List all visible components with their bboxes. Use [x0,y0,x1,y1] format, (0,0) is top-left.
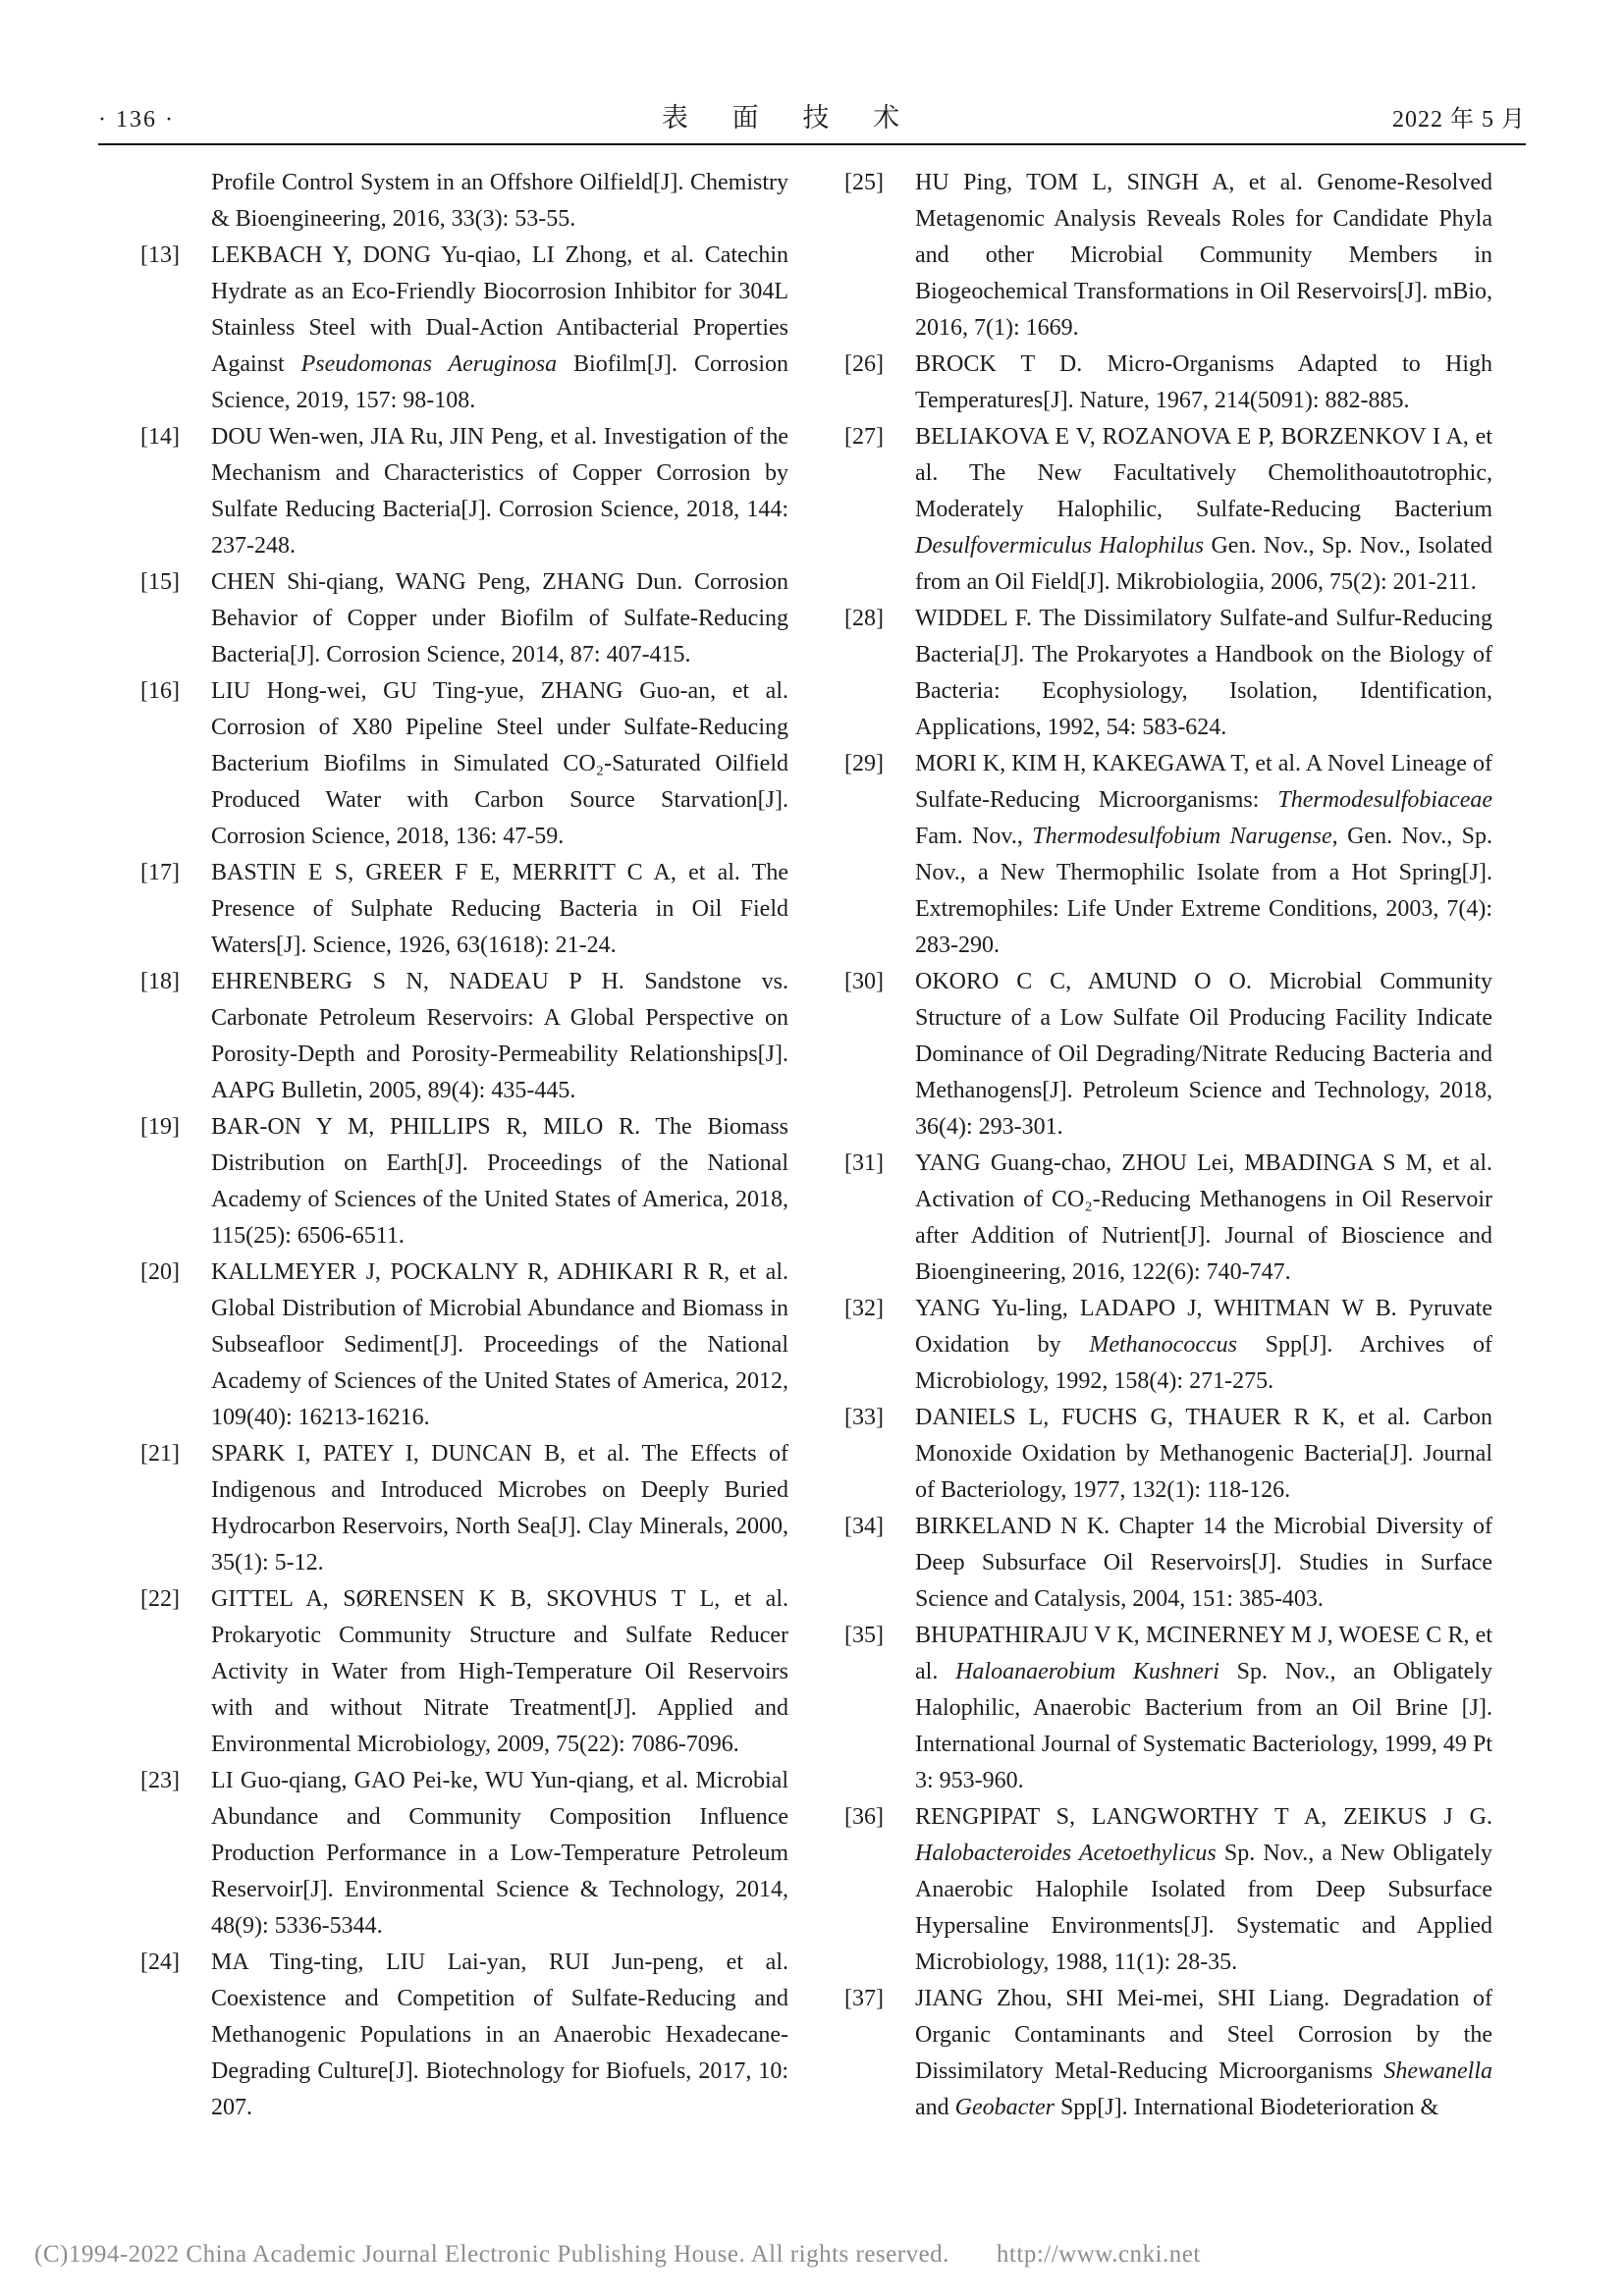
reference-number: [22] [140,1586,180,1612]
reference-text: SPARK I, PATEY I, DUNCAN B, et al. The Effects of Indigenous and Introduced Microbes on Deeply Buried Hydrocarbon Reservoirs, North Sea[J]. Clay Minerals, 2000, 35(1): 5-12. [211,1441,788,1575]
reference-entry [140,964,788,1109]
reference-entry [140,1436,788,1581]
references-section [140,165,1492,2126]
reference-entry [140,1109,788,1255]
reference-text: HU Ping, TOM L, SINGH A, et al. Genome-Resolved Metagenomic Analysis Reveals Roles for Candidate Phyla and other Microbial Community Members in Biogeochemical Transformations in Oil Reservoirs[J]. mBio, 2016, 7(1): 1669. [915,170,1492,341]
reference-text: BIRKELAND N K. Chapter 14 the Microbial Diversity of Deep Subsurface Oil Reservoirs[J]. Studies in Surface Science and Catalysis, 2004, 151: 385-403. [915,1514,1492,1612]
reference-text: LEKBACH Y, DONG Yu-qiao, LI Zhong, et al. Catechin Hydrate as an Eco-Friendly Biocorrosion Inhibitor for 304L Stainless Steel with Dual-Action Antibacterial Properties Against Pseudomonas Aeruginosa Biofilm[J]. Corrosion Science, 2019, 157: 98-108. [211,242,788,413]
reference-text: MA Ting-ting, LIU Lai-yan, RUI Jun-peng, et al. Coexistence and Competition of Sulfate-Reducing and Methanogenic Populations in an Anaerobic Hexadecane-Degrading Culture[J]. Biotechnology for Biofuels, 2017, 10: 207. [211,1949,788,2120]
reference-entry [140,1255,788,1436]
reference-number: [33] [844,1405,884,1430]
reference-text: GITTEL A, SØRENSEN K B, SKOVHUS T L, et al. Prokaryotic Community Structure and Sulfate Reducer Activity in Water from High-Temperature Oil Reservoirs with and without Nitrate Treatment[J]. Applied and Environmental Microbiology, 2009, 75(22): 7086-7096. [211,1586,788,1757]
page-footer [34,2241,1201,2269]
reference-entry [844,419,1492,601]
reference-number: [14] [140,424,180,450]
reference-number: [36] [844,1804,884,1830]
reference-entry [844,1618,1492,1799]
reference-entry [140,419,788,564]
reference-text: RENGPIPAT S, LANGWORTHY T A, ZEIKUS J G. Halobacteroides Acetoethylicus Sp. Nov., a New Obligately Anaerobic Halophile Isolated from Deep Subsurface Hypersaline Environments[J]. Systematic and Applied Microbiology, 1988, 11(1): 28-35. [915,1804,1492,1975]
reference-text: BELIAKOVA E V, ROZANOVA E P, BORZENKOV I A, et al. The New Facultatively Chemolithoautotrophic, Moderately Halophilic, Sulfate-Reducing Bacterium Desulfovermiculus Halophilus Gen. Nov., Sp. Nov., Isolated from an Oil Field[J]. Mikrobiologiia, 2006, 75(2): 201-211. [915,424,1492,595]
reference-text: EHRENBERG S N, NADEAU P H. Sandstone vs. Carbonate Petroleum Reservoirs: A Global Perspective on Porosity-Depth and Porosity-Permeability Relationships[J]. AAPG Bulletin, 2005, 89(4): 435-445. [211,969,788,1103]
reference-entry [140,564,788,673]
reference-text: MORI K, KIM H, KAKEGAWA T, et al. A Novel Lineage of Sulfate-Reducing Microorganisms: Thermodesulfobiaceae Fam. Nov., Thermodesulfobium Narugense, Gen. Nov., Sp. Nov., a New Thermophilic Isolate from a Hot Spring[J]. Extremophiles: Life Under Extreme Conditions, 2003, 7(4): 283-290. [915,751,1492,958]
reference-number: [25] [844,170,884,195]
reference-text: BAR-ON Y M, PHILLIPS R, MILO R. The Biomass Distribution on Earth[J]. Proceedings of the National Academy of Sciences of the United States of America, 2018, 115(25): 6506-6511. [211,1114,788,1249]
reference-number: [28] [844,606,884,631]
reference-entry [140,165,788,238]
reference-number: [29] [844,751,884,776]
reference-entry [844,746,1492,964]
reference-number: [15] [140,569,180,595]
reference-text: BASTIN E S, GREER F E, MERRITT C A, et al. The Presence of Sulphate Reducing Bacteria in Oil Field Waters[J]. Science, 1926, 63(1618): 21-24. [211,860,788,958]
reference-number: [18] [140,969,180,994]
references-column-right [844,165,1492,2126]
reference-text: BROCK T D. Micro-Organisms Adapted to High Temperatures[J]. Nature, 1967, 214(5091): 882-885. [915,351,1492,413]
reference-text: DANIELS L, FUCHS G, THAUER R K, et al. Carbon Monoxide Oxidation by Methanogenic Bacteria[J]. Journal of Bacteriology, 1977, 132(1): 118-126. [915,1405,1492,1503]
cnki-url: http://www.cnki.net [996,2241,1201,2268]
reference-entry [140,238,788,419]
reference-text: YANG Yu-ling, LADAPO J, WHITMAN W B. Pyruvate Oxidation by Methanococcus Spp[J]. Archives of Microbiology, 1992, 158(4): 271-275. [915,1296,1492,1394]
reference-number: [35] [844,1623,884,1648]
issue-date: 2022 年 5 月 [1391,107,1526,133]
reference-number: [34] [844,1514,884,1539]
reference-number: [24] [140,1949,180,1975]
reference-number: [21] [140,1441,180,1467]
reference-text: KALLMEYER J, POCKALNY R, ADHIKARI R R, et al. Global Distribution of Microbial Abundance and Biomass in Subseafloor Sediment[J]. Proceedings of the National Academy of Sciences of the United States of America, 2012, 109(40): 16213-16216. [211,1259,788,1430]
page-number: · 136 · [98,107,175,133]
reference-text: LIU Hong-wei, GU Ting-yue, ZHANG Guo-an, et al. Corrosion of X80 Pipeline Steel under Sulfate-Reducing Bacterium Biofilms in Simulated CO₂-Saturated Oilfield Produced Water with Carbon Source Starvation[J]. Corrosion Science, 2018, 136: 47-59. [211,678,788,849]
reference-number: [20] [140,1259,180,1285]
reference-entry [844,1146,1492,1291]
header-rule [98,143,1526,145]
reference-text: WIDDEL F. The Dissimilatory Sulfate-and Sulfur-Reducing Bacteria[J]. The Prokaryotes a Handbook on the Biology of Bacteria: Ecophysiology, Isolation, Identification, Applications, 1992, 54: 583-624. [915,606,1492,740]
reference-entry [844,1291,1492,1400]
reference-number: [13] [140,242,180,268]
references-column-left [140,165,788,2126]
reference-entry [844,1799,1492,1981]
reference-text: CHEN Shi-qiang, WANG Peng, ZHANG Dun. Corrosion Behavior of Copper under Biofilm of Sulfate-Reducing Bacteria[J]. Corrosion Science, 2014, 87: 407-415. [211,569,788,667]
reference-entry [844,601,1492,746]
reference-text: BHUPATHIRAJU V K, MCINERNEY M J, WOESE C R, et al. Haloanaerobium Kushneri Sp. Nov., an Obligately Halophilic, Anaerobic Bacterium from an Oil Brine [J]. International Journal of Systematic Bacteriology, 1999, 49 Pt 3: 953-960. [915,1623,1492,1793]
reference-text: DOU Wen-wen, JIA Ru, JIN Peng, et al. Investigation of the Mechanism and Characteristics of Copper Corrosion by Sulfate Reducing Bacteria[J]. Corrosion Science, 2018, 144: 237-248. [211,424,788,559]
reference-number: [19] [140,1114,180,1140]
reference-entry [140,1581,788,1763]
copyright-notice: (C)1994-2022 China Academic Journal Electronic Publishing House. All rights reserved. [34,2241,949,2268]
reference-entry [140,1763,788,1945]
reference-entry [844,964,1492,1146]
reference-entry [844,1509,1492,1618]
reference-entry [140,1945,788,2126]
reference-entry [844,1400,1492,1509]
reference-text: YANG Guang-chao, ZHOU Lei, MBADINGA S M, et al. Activation of CO₂-Reducing Methanogens in Oil Reservoir after Addition of Nutrient[J]. Journal of Bioscience and Bioengineering, 2016, 122(6): 740-747. [915,1150,1492,1285]
reference-number: [16] [140,678,180,704]
reference-number: [37] [844,1986,884,2011]
reference-entry [844,1981,1492,2126]
page-header [98,96,1526,134]
reference-number: [30] [844,969,884,994]
reference-text: LI Guo-qiang, GAO Pei-ke, WU Yun-qiang, et al. Microbial Abundance and Community Composition Influence Production Performance in a Low-Temperature Petroleum Reservoir[J]. Environmental Science & Technology, 2014, 48(9): 5336-5344. [211,1768,788,1939]
reference-text: Profile Control System in an Offshore Oilfield[J]. Chemistry & Bioengineering, 2016, 33(3): 53-55. [211,170,788,232]
journal-title: 表 面 技 术 [661,103,906,133]
reference-entry [140,673,788,855]
reference-entry [140,855,788,964]
reference-number: [17] [140,860,180,885]
reference-entry [844,347,1492,419]
reference-number: [32] [844,1296,884,1321]
reference-number: [23] [140,1768,180,1793]
reference-number: [27] [844,424,884,450]
reference-text: OKORO C C, AMUND O O. Microbial Community Structure of a Low Sulfate Oil Producing Facility Indicate Dominance of Oil Degrading/Nitrate Reducing Bacteria and Methanogens[J]. Petroleum Science and Technology, 2018, 36(4): 293-301. [915,969,1492,1140]
reference-number: [26] [844,351,884,377]
reference-entry [844,165,1492,347]
reference-number: [31] [844,1150,884,1176]
reference-text: JIANG Zhou, SHI Mei-mei, SHI Liang. Degradation of Organic Contaminants and Steel Corrosion by the Dissimilatory Metal-Reducing Microorganisms Shewanella and Geobacter Spp[J]. International Biodeterioration & [915,1986,1492,2120]
